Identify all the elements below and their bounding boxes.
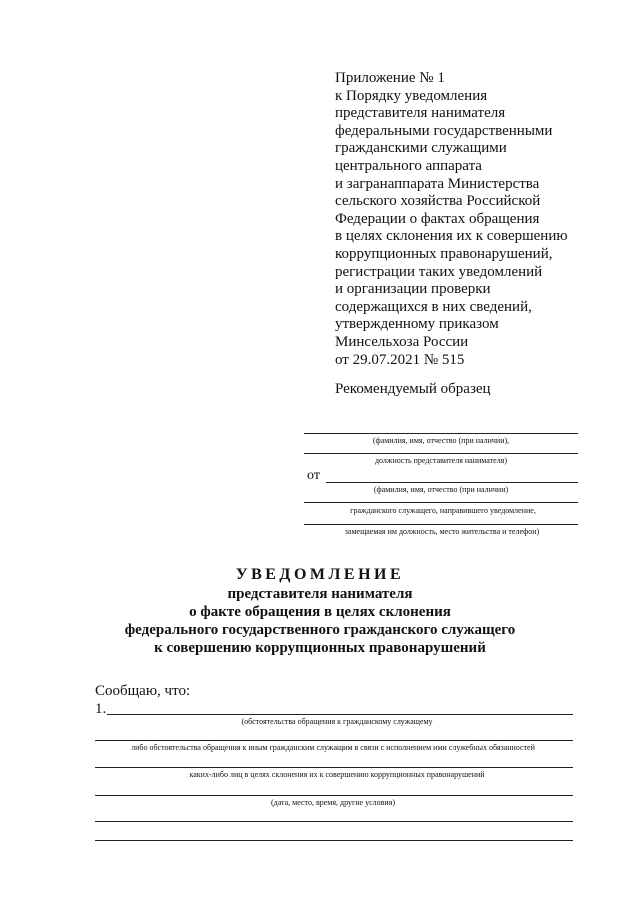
fill-line-extra[interactable]: [95, 821, 573, 822]
fill-line-other-servants[interactable]: [95, 740, 573, 741]
appendix-line: регистрации таких уведомлений: [335, 263, 543, 280]
caption-circumstances: (обстоятельства обращения к гражданскому служащему: [241, 717, 433, 726]
appendix-line: утвержденному приказом: [335, 316, 499, 333]
item-number: 1.: [95, 701, 107, 717]
caption-fio-servant: (фамилия, имя, отчество (при наличии): [373, 485, 509, 494]
caption-persons: каких-либо лиц в целях склонения их к совершению коррупционных правонарушений: [189, 770, 485, 779]
from-label: от: [307, 468, 320, 483]
appendix-line: Минсельхоза России: [335, 333, 469, 350]
fill-line-employer-position[interactable]: [304, 453, 578, 454]
fill-line-persons[interactable]: [95, 767, 573, 768]
fill-line-circumstances[interactable]: [107, 714, 573, 715]
appendix-line: сельского хозяйства Российской: [335, 193, 541, 210]
caption-date-place: (дата, место, время, другие условия): [270, 798, 396, 807]
caption-position-contacts: замещаемая им должность, место жительства и телефон): [344, 527, 540, 536]
document-subtitle-line: представителя нанимателя: [227, 586, 413, 602]
appendix-line: Приложение № 1: [335, 70, 445, 86]
fill-line-position-contacts[interactable]: [304, 524, 578, 525]
appendix-line: к Порядку уведомления: [335, 87, 488, 104]
appendix-header: [335, 70, 595, 369]
fill-line-extra[interactable]: [95, 840, 573, 841]
intro-text: Сообщаю, что:: [95, 683, 191, 699]
document-subtitle-line: к совершению коррупционных правонарушений: [154, 640, 486, 656]
appendix-line: от 29.07.2021 № 515: [335, 351, 465, 368]
caption-position-employer: должность представителя нанимателя): [374, 456, 508, 465]
appendix-line: центрального аппарата: [335, 157, 482, 174]
document-title: УВЕДОМЛЕНИЕ: [235, 566, 405, 583]
document-subtitle-line: о факте обращения в целях склонения: [189, 604, 451, 620]
sample-label: Рекомендуемый образец: [335, 381, 491, 397]
appendix-line: Федерации о фактах обращения: [335, 210, 540, 227]
appendix-line: коррупционных правонарушений,: [335, 245, 553, 262]
fill-line-employer-name[interactable]: [304, 433, 578, 434]
fill-line-servant-sender[interactable]: [304, 502, 578, 503]
appendix-line: представителя нанимателя: [335, 105, 506, 122]
appendix-line: гражданскими служащими: [335, 140, 507, 157]
appendix-line: содержащихся в них сведений,: [335, 298, 532, 315]
appendix-line: и организации проверки: [335, 281, 491, 298]
appendix-line: федеральными государственными: [335, 122, 553, 139]
caption-other-servants: либо обстоятельства обращения к иным гражданским служащим в связи с исполнением ими служебных обязанностей: [131, 743, 535, 752]
appendix-line: в целях склонения их к совершению: [335, 228, 568, 245]
caption-servant-sender: гражданского служащего, направившего уведомление,: [350, 506, 536, 515]
document-subtitle-line: федерального государственного гражданского служащего: [124, 622, 516, 638]
fill-line-date-place[interactable]: [95, 795, 573, 796]
caption-fio-employer: (фамилия, имя, отчество (при наличии),: [372, 436, 510, 445]
fill-line-servant-name[interactable]: [326, 482, 578, 483]
appendix-line: и загранаппарата Министерства: [335, 175, 540, 192]
